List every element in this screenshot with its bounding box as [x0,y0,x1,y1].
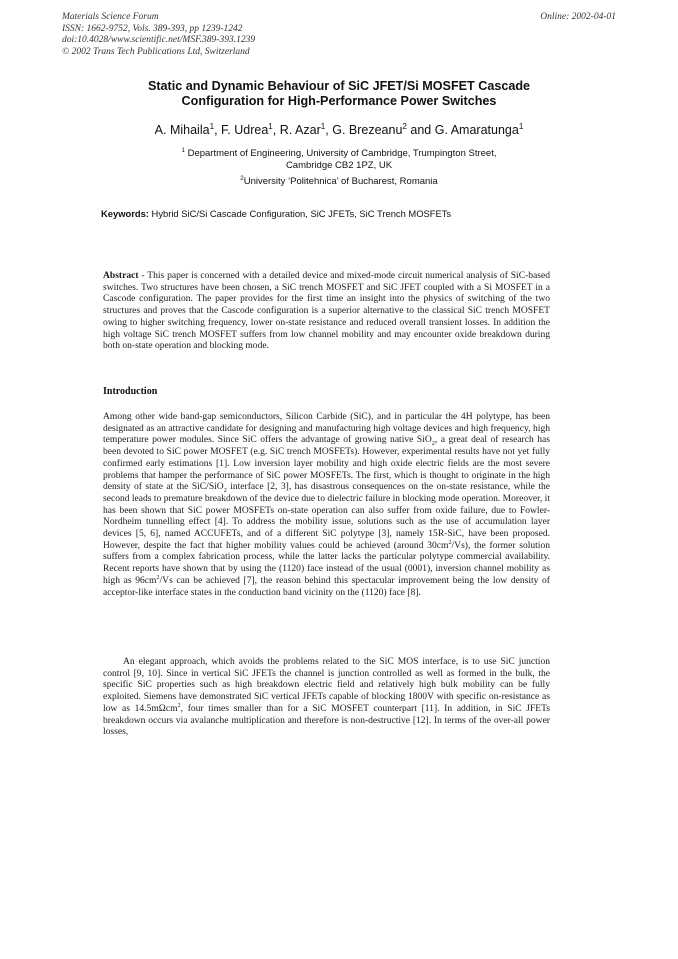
affiliation-number: 1 [181,146,185,154]
author-name: R. Azar [279,123,321,137]
author-name: A. Mihaila [154,123,210,137]
paragraph-text: interface [2, 3], has disastrous consequences on the on-state resistance, while the second leads to premature breakdown of the device due to dielectric failure in blocking mode operation. Moreover, it has been shown that SiC power MOSFETs on-state operation can also suffer from oxide failure, due to Fowler-Nordheim tunnelling effect [4]. To address the mobility issue, solutions such as the use of accumulation layer devices [5, 6], named ACCUFETs, and of a different SiC polytype [3], namely 15R-SiC, have been proposed. However, despite the fact that higher mobility values could be achieved (around 30cm [103,481,550,551]
paragraph-text: Among other wide band-gap semiconductors, Silicon Carbide (SiC), and in particular the 4H polytype, has been designated as an attractive candidate for designing and manufacturing high voltage devices and high frequency, high temperature power modules. Since SiC offers the advantage of growing native SiO [103,411,550,446]
journal-header [62,12,255,58]
superscript: 2 [177,701,181,709]
author-affiliation-mark: 1 [320,121,326,131]
affiliation-2 [80,176,598,188]
author-separator: , [272,123,280,137]
author-separator: , [214,123,222,137]
title-line-2: Configuration for High-Performance Power Switches [181,94,497,108]
superscript: 2 [156,573,160,581]
paper-title [60,79,618,109]
author-name: F. Udrea [221,123,269,137]
paragraph-text: , a great deal of research has been devoted to SiC power MOSFET (e.g. SiC trench MOSFETs). However, experimental results have not yet fully confirmed early estimations [1]. Low inversion layer mobility and high oxide electric fields are the most severe problems that hamper the performance of SiC power MOSFETs. The first, which is thought to originate in the high density of state at the SiC/SiO [103,434,550,493]
paragraph-text: /Vs), the former solution suffers from a complex fabrication process, while the latter lacks the particular polytype commercial availability. Recent reports have shown that by using the (1120) face instead of the usual (0001), inversion channel mobility as high as 96cm [103,539,550,586]
introduction-heading: Introduction [103,386,158,397]
author-separator: , [325,123,333,137]
abstract-text: - This paper is concerned with a detailed device and mixed-mode circuit numerical analysis of SiC-based switches. Two structures have been chosen, a SiC trench MOSFET and SiC JFET coupled with a Si MOSFET in a Cascode configuration. The paper provides for the first time an insight into the physics of switching of the two structures and proves that the Cascode configuration is a superior alternative to the classical SiC trench MOSFET owing to higher switching frequency, lower on-state resistance and reduced overall transient losses. In addition the high voltage SiC trench MOSFET suffers from low channel mobility and may encounter oxide breakdown during both on-state operation and blocking mode. [103,270,550,352]
paragraph-text: An elegant approach, which avoids the problems related to the SiC MOS interface, is to use SiC junction control [9, 10]. Since in vertical SiC JFETs the channel is junction controlled as well as formed in the bulk, the specific SiC properties such as high breakdown electric field and relatively high bulk mobility can be fully exploited. Siemens have demonstrated SiC vertical JFETs capable of blocking 1800V with specific on-resistance as low as 14.5mΩcm [103,656,550,714]
affiliation-1 [80,148,598,172]
title-line-1: Static and Dynamic Behaviour of SiC JFET/Si MOSFET Cascade [147,79,531,93]
affiliation-1-line-2: Cambridge CB2 1PZ, UK [285,160,393,171]
author-affiliation-mark: 2 [402,121,407,131]
copyright-line: © 2002 Trans Tech Publications Ltd, Switzerland [62,46,250,57]
author-affiliation-mark: 1 [268,121,273,131]
affiliation-1-line-1: Department of Engineering, University of Cambridge, Trumpington Street, [187,148,497,159]
journal-name: Materials Science Forum [62,12,159,22]
paragraph-text: /Vs can be achieved [7], the reason behind this spectacular improvement being the low density of acceptor-like interface states in the conduction band vicinity on the (1120) face [8]. [103,574,550,598]
subscript: 2 [223,487,227,495]
keywords [101,208,621,219]
author-affiliation-mark: 1 [518,121,524,131]
superscript: 2 [448,538,452,546]
subscript: 2 [431,440,435,448]
online-date: Online: 2002-04-01 [540,12,616,22]
author-name: G. Brezeanu [332,123,403,137]
author-separator: and [406,123,435,137]
introduction-paragraph-2 [103,656,550,738]
introduction-paragraph-1 [103,411,550,598]
issn-line: ISSN: 1662-9752, Vols. 389-393, pp 1239-1242 [62,23,243,34]
author-affiliation-mark: 1 [209,121,215,131]
abstract-paragraph [103,270,550,352]
author-list [60,123,618,137]
affiliation-number: 2 [240,174,244,182]
author-name: G. Amaratunga [434,123,519,137]
abstract-label: Abstract [103,270,139,281]
keywords-label: Keywords: [101,208,149,219]
affiliation-2-text: University ‘Politehnica’ of Bucharest, Romania [243,176,438,187]
keywords-text: Hybrid SiC/Si Cascade Configuration, SiC JFETs, SiC Trench MOSFETs [151,208,452,219]
doi-line[interactable]: doi:10.4028/www.scientific.net/MSF.389-393.1239 [62,35,256,45]
paragraph-text: , four times smaller than for a SiC MOSFET counterpart [11]. In addition, in SiC JFETs breakdown occurs via avalanche multiplication and therefore is non-destructive [12]. In terms of the over-all power losses, [103,702,551,738]
